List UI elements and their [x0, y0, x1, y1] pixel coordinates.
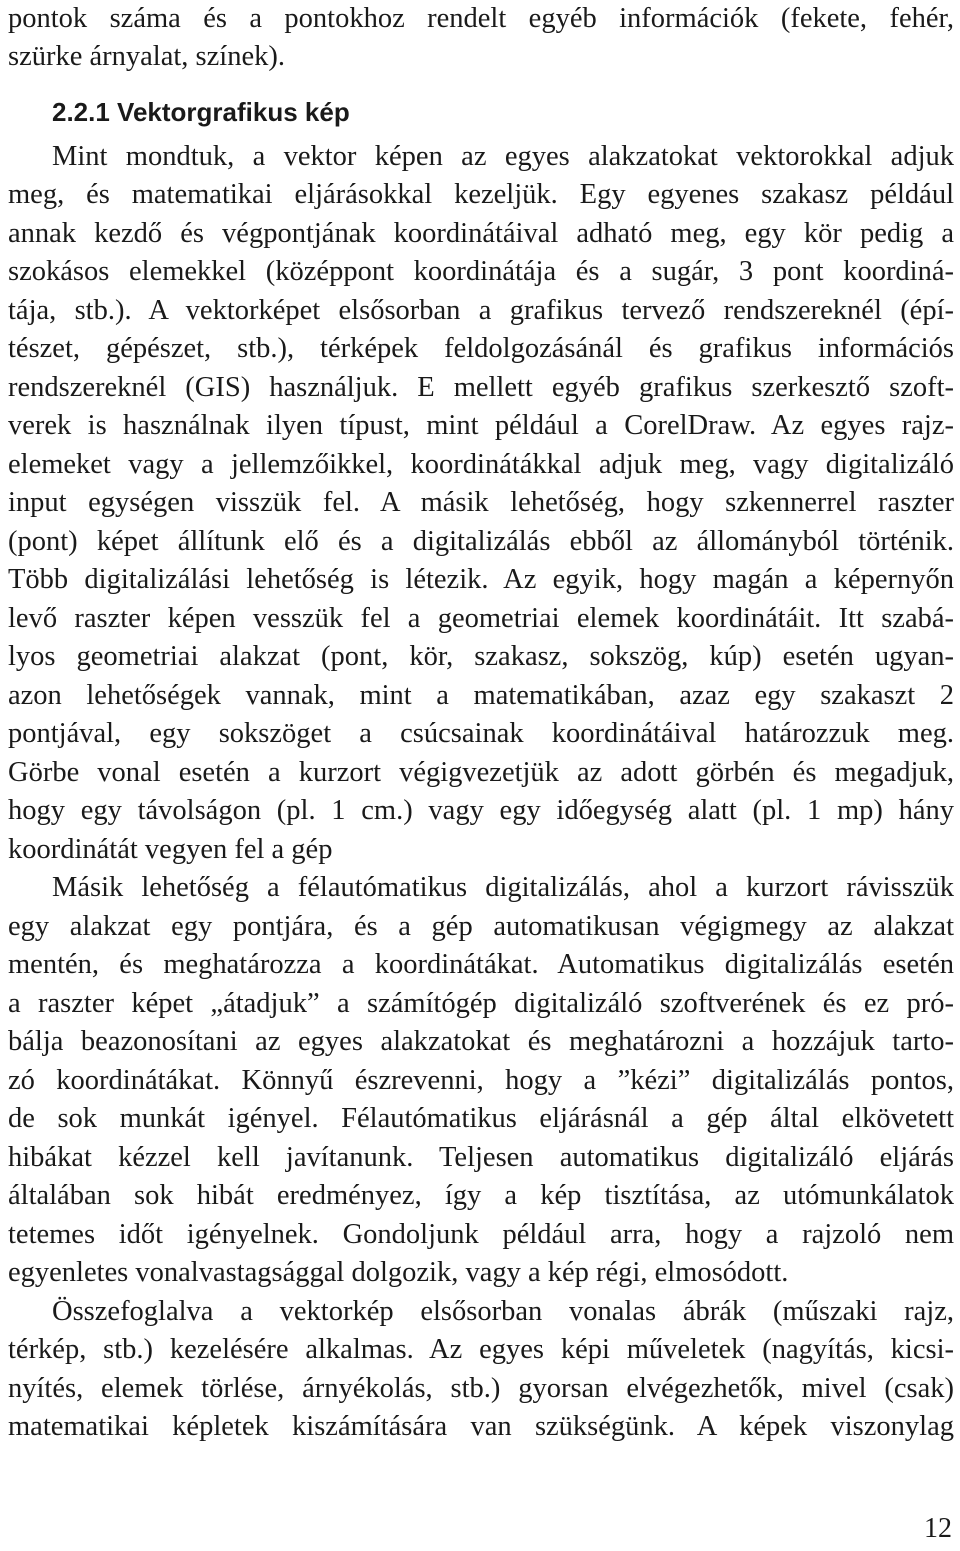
text-line: annak kezdő és végpontjának koordinátáival adható meg, egy kör pedig a — [8, 218, 954, 249]
text-line: input egységen visszük fel. A másik lehetőség, hogy szkennerrel raszter — [8, 487, 954, 518]
text-line: hibákat kézzel kell javítanunk. Teljesen automatikus digitalizáló eljárás — [8, 1142, 954, 1173]
text-line: Több digitalizálási lehetőség is létezik. Az egyik, hogy magán a képernyőn — [8, 564, 954, 595]
text-line: tetemes időt igényelnek. Gondoljunk például arra, hogy a rajzoló nem — [8, 1219, 954, 1250]
text-line: általában sok hibát eredményez, így a kép tisztítása, az utómunkálatok — [8, 1180, 954, 1211]
text-line: verek is használnak ilyen típust, mint például a CorelDraw. Az egyes rajz- — [8, 410, 954, 441]
text-line: Mint mondtuk, a vektor képen az egyes alakzatokat vektorokkal adjuk — [52, 141, 954, 172]
text-line: Másik lehetőség a félautómatikus digitalizálás, ahol a kurzort rávisszük — [52, 872, 954, 903]
text-line: de sok munkát igényel. Félautómatikus eljárásnál a gép által elkövetett — [8, 1103, 954, 1134]
text-line: koordinátát vegyen fel a gép — [8, 834, 333, 865]
text-line: pontok száma és a pontokhoz rendelt egyéb információk (fekete, fehér, — [8, 3, 954, 34]
text-line: szürke árnyalat, színek). — [8, 41, 285, 72]
text-line: tája, stb.). A vektorképet elsősorban a grafikus tervező rendszereknél (épí- — [8, 295, 954, 326]
text-line: (pont) képet állítunk elő és a digitalizálás ebből az állományból történik. — [8, 526, 954, 557]
text-line: elemeket vagy a jellemzőikkel, koordinátákkal adjuk meg, vagy digitalizáló — [8, 449, 954, 480]
text-line: tészet, gépészet, stb.), térképek feldolgozásánál és grafikus információs — [8, 333, 954, 364]
text-line: azon lehetőségek vannak, mint a matematikában, azaz egy szakaszt 2 — [8, 680, 954, 711]
text-line: hogy egy távolságon (pl. 1 cm.) vagy egy időegység alatt (pl. 1 mp) hány — [8, 795, 954, 826]
text-line: levő raszter képen vesszük fel a geometriai elemek koordinátáit. Itt szabá- — [8, 603, 954, 634]
text-line: Görbe vonal esetén a kurzort végigvezetjük az adott görbén és megadjuk, — [8, 757, 954, 788]
text-line: egy alakzat egy pontjára, és a gép automatikusan végigmegy az alakzat — [8, 911, 954, 942]
text-line: térkép, stb.) kezelésére alkalmas. Az egyes képi műveletek (nagyítás, kicsi- — [8, 1334, 954, 1365]
text-line: zó koordinátákat. Könnyű észrevenni, hogy a ”kézi” digitalizálás pontos, — [8, 1065, 954, 1096]
text-line: meg, és matematikai eljárásokkal kezeljük. Egy egyenes szakasz például — [8, 179, 954, 210]
section-heading: 2.2.1 Vektorgrafikus kép — [52, 97, 350, 127]
text-line: bálja beazonosítani az egyes alakzatokat és meghatározni a hozzájuk tarto- — [8, 1026, 954, 1057]
page-number: 12 — [924, 1513, 952, 1544]
text-line: nyítés, elemek törlése, árnyékolás, stb.) gyorsan elvégezhetők, mivel (csak) — [8, 1373, 954, 1404]
text-line: rendszereknél (GIS) használjuk. E mellett egyéb grafikus szerkesztő szoft- — [8, 372, 954, 403]
text-line: pontjával, egy sokszöget a csúcsainak koordinátáival határozzuk meg. — [8, 718, 954, 749]
text-line: matematikai képletek kiszámítására van szükségünk. A képek viszonylag — [8, 1411, 954, 1442]
text-line: Összefoglalva a vektorkép elsősorban vonalas ábrák (műszaki rajz, — [52, 1296, 954, 1327]
text-line: egyenletes vonalvastagsággal dolgozik, vagy a kép régi, elmosódott. — [8, 1257, 789, 1288]
text-line: lyos geometriai alakzat (pont, kör, szakasz, sokszög, kúp) esetén ugyan- — [8, 641, 954, 672]
text-line: szokásos elemekkel (középpont koordinátája és a sugár, 3 pont koordiná- — [8, 256, 954, 287]
text-line: mentén, és meghatározza a koordinátákat. Automatikus digitalizálás esetén — [8, 949, 954, 980]
text-line: a raszter képet „átadjuk” a számítógép digitalizáló szoftverének és ez pró- — [8, 988, 954, 1019]
